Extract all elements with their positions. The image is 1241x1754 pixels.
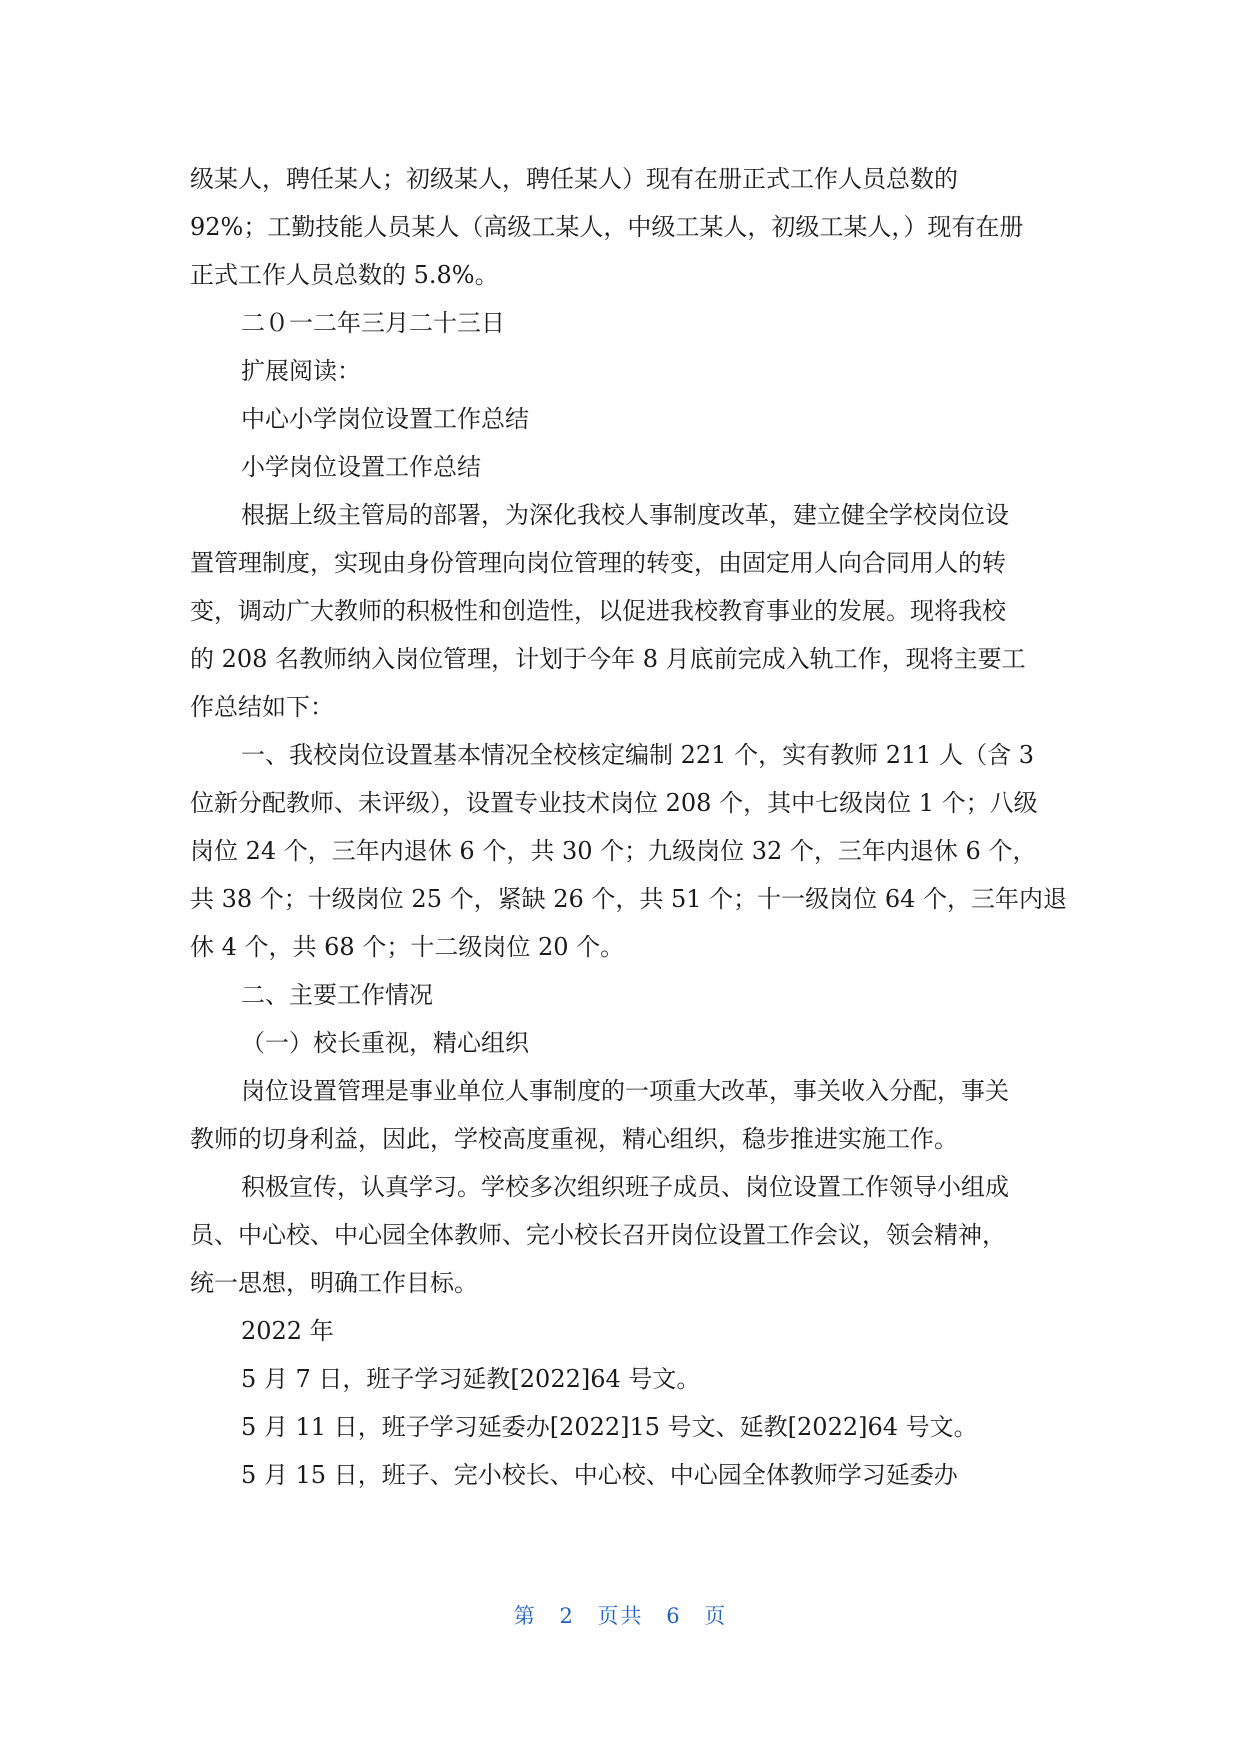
text-line: 岗位设置管理是事业单位人事制度的一项重大改革，事关收入分配，事关 <box>241 1077 1009 1105</box>
text-line: 5 月 11 日，班子学习延委办[2022]15 号文、延教[2022]64 号文。 <box>241 1413 978 1441</box>
footer-current-page: 2 <box>559 1604 575 1628</box>
text-line: 变，调动广大教师的积极性和创造性，以促进我校教育事业的发展。现将我校 <box>190 597 1006 625</box>
text-line: 作总结如下： <box>190 693 334 721</box>
text-line: 岗位 24 个，三年内退休 6 个，共 30 个；九级岗位 32 个，三年内退休 6 个， <box>190 837 1037 865</box>
text-line: 积极宣传，认真学习。学校多次组织班子成员、岗位设置工作领导小组成 <box>241 1173 1009 1201</box>
page-footer <box>0 1600 1241 1630</box>
footer-middle: 页共 <box>597 1604 644 1628</box>
text-line: 教师的切身利益，因此，学校高度重视，精心组织，稳步推进实施工作。 <box>190 1125 958 1153</box>
text-line: 小学岗位设置工作总结 <box>241 453 481 481</box>
text-line: 二、主要工作情况 <box>241 981 433 1009</box>
text-line: 中心小学岗位设置工作总结 <box>241 405 529 433</box>
text-line: 共 38 个；十级岗位 25 个，紧缺 26 个，共 51 个；十一级岗位 64 个，三年内退 <box>190 885 1067 913</box>
footer-total-pages: 6 <box>666 1604 682 1628</box>
text-line: 扩展阅读： <box>241 357 361 385</box>
text-line: 休 4 个，共 68 个；十二级岗位 20 个。 <box>190 933 625 961</box>
text-line: 根据上级主管局的部署，为深化我校人事制度改革，建立健全学校岗位设 <box>241 501 1009 529</box>
text-line: 正式工作人员总数的 5.8%。 <box>190 261 499 289</box>
text-line: 位新分配教师、未评级），设置专业技术岗位 208 个，其中七级岗位 1 个；八级 <box>190 789 1038 817</box>
text-line: （一）校长重视，精心组织 <box>241 1029 529 1057</box>
text-line: 二０一二年三月二十三日 <box>241 309 505 337</box>
text-line: 5 月 7 日，班子学习延教[2022]64 号文。 <box>241 1365 701 1393</box>
footer-prefix: 第 <box>513 1604 537 1628</box>
footer-suffix: 页 <box>704 1604 728 1628</box>
text-line: 一、我校岗位设置基本情况全校核定编制 221 个，实有教师 211 人（含 3 <box>241 741 1035 769</box>
text-line: 员、中心校、中心园全体教师、完小校长召开岗位设置工作会议，领会精神， <box>190 1221 1006 1249</box>
text-line: 级某人，聘任某人；初级某人，聘任某人）现有在册正式工作人员总数的 <box>190 165 958 193</box>
text-line: 2022 年 <box>241 1317 334 1345</box>
text-line: 的 208 名教师纳入岗位管理，计划于今年 8 月底前完成入轨工作，现将主要工 <box>190 645 1026 673</box>
text-line: 92%；工勤技能人员某人（高级工某人，中级工某人，初级工某人，）现有在册 <box>190 213 1024 241</box>
document-body <box>190 155 1067 1499</box>
text-line: 置管理制度，实现由身份管理向岗位管理的转变，由固定用人向合同用人的转 <box>190 549 1006 577</box>
text-line: 5 月 15 日，班子、完小校长、中心校、中心园全体教师学习延委办 <box>241 1461 958 1489</box>
text-line: 统一思想，明确工作目标。 <box>190 1269 478 1297</box>
